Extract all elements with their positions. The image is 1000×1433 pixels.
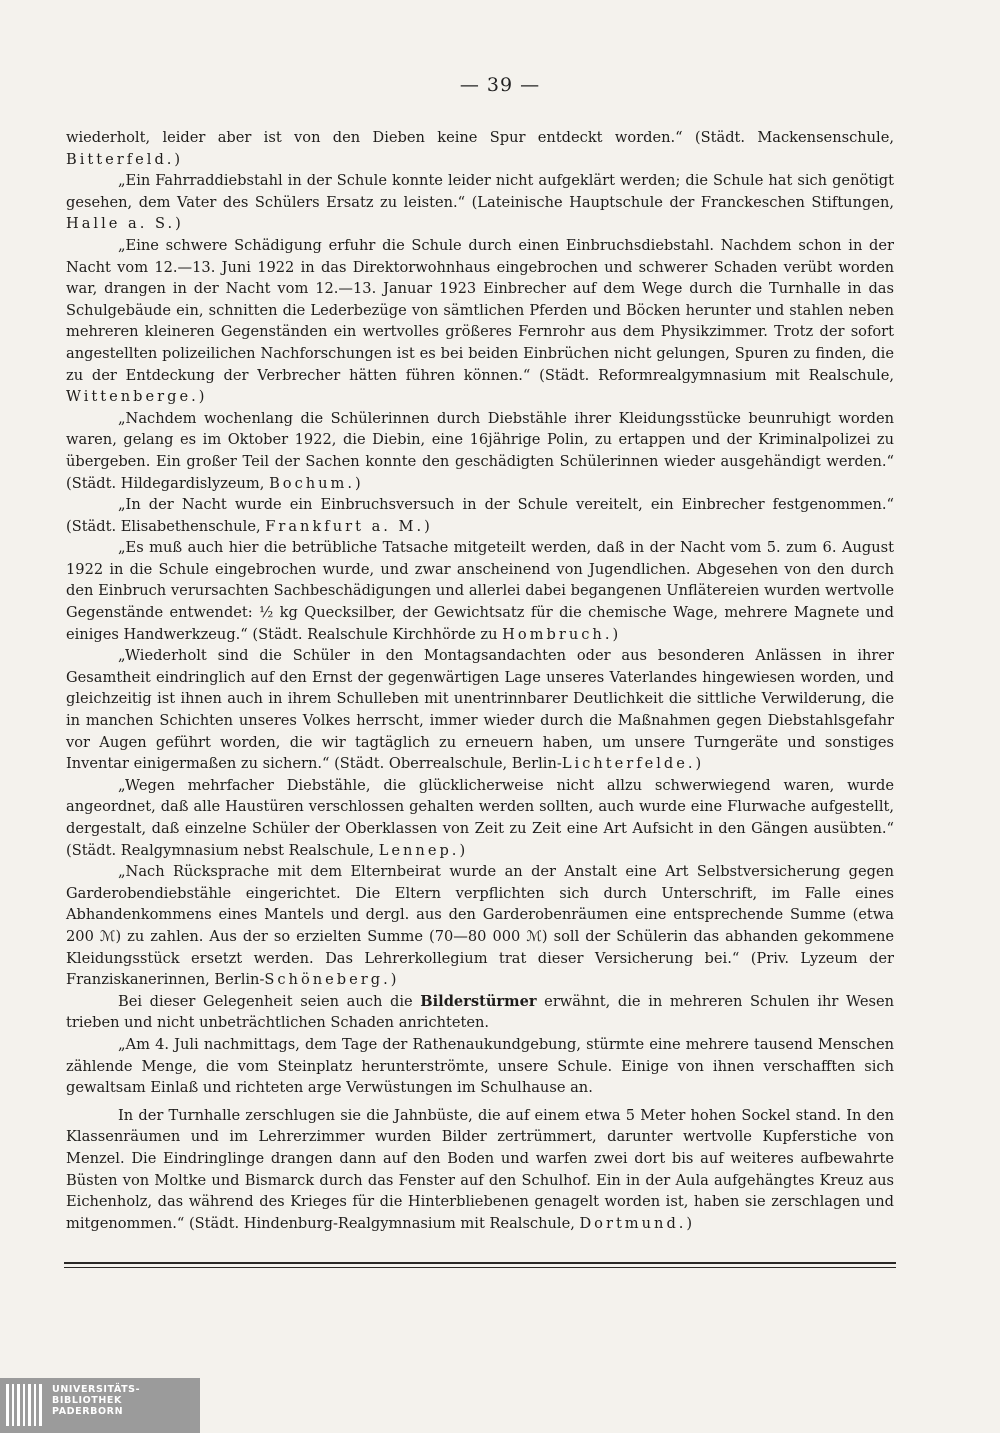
paragraph-7-text: „Wiederholt sind die Schüler in den Montagsandachten oder aus besonderen Anlässen in ihrer Gesamtheit eindringlich auf den Ernst der gegenwärtigen Lage unseres Vaterlandes hingewiesen worden, und gleichzeitig ist ihnen auch in ihrem Schulleben mit unentrinnbarer Deutlichkeit die sittliche Verwilderung, die in manchen Schichten unseres Volkes herrscht, immer wieder durch die Maßnahmen gegen Diebstahlsgefahr vor Augen geführt worden, die wir tagtäglich zu erneuern haben, um unsere Turngeräte und sonstiges Inventar einigermaßen zu sichern.“ (Städt. Oberrealschule, Berlin- [66,647,894,773]
place-lichterfelde: Lichterfelde.) [561,755,705,773]
paragraph-2-text: „Ein Fahrraddiebstahl in der Schule konnte leider nicht aufgeklärt werden; die Schule hat sich genötigt gesehen, dem Vater des Schülers Ersatz zu leisten.“ (Lateinische Hauptschule der Franckeschen Stiftungen, [66,172,894,211]
paragraph-2 [66,170,894,235]
bottom-rule-thick [64,1262,896,1264]
term-bilderstuermer: Bilderstürmer [420,992,537,1010]
library-name [52,1384,140,1417]
paragraph-4 [66,408,894,494]
paragraph-3-text: „Eine schwere Schädigung erfuhr die Schule durch einen Einbruchsdiebstahl. Nachdem schon in der Nacht vom 12.—13. Juni 1922 in das Direktorwohnhaus eingebrochen und schwerer Schaden verübt worden war, drangen in der Nacht vom 12.—13. Januar 1923 Einbrecher auf dem Wege durch die Turnhalle in das Schulgebäude ein, schnitten die Lederbezüge von sämtlichen Pferden und Böcken herunter und stahlen neben mehreren kleineren Gegenständen ein wertvolles größeres Fernrohr aus dem Physikzimmer. Trotz der sofort angestellten polizeilichen Nachforschungen ist es bei beiden Einbrüchen nicht gelungen, Spuren zu finden, die zu der Entdeckung der Verbrecher hätten führen können.“ (Städt. Reformrealgymnasium mit Realschule, [66,236,894,384]
body-text [66,127,894,1234]
paragraph-1-text: wiederholt, leider aber ist von den Dieben keine Spur entdeckt worden.“ (Städt. Mackensenschule, [66,129,894,146]
paragraph-7 [66,645,894,775]
paragraph-10-text-b: erwähnt, die in mehreren Schulen ihr Wesen trieben und nicht unbeträchtlichen Schaden anrichteten. [66,992,894,1032]
place-schoeneberg: Schöneberg.) [264,971,400,989]
paragraph-11-text: „Am 4. Juli nachmittags, dem Tage der Rathenaukundgebung, stürmte eine mehrere tausend Menschen zählende Menge, die vom Steinplatz herunterströmte, unsere Schule. Einige von ihnen verschafften sich gewaltsam Einlaß und richteten arge Verwüstungen im Schulhause an. [66,1035,894,1097]
paragraph-8-text: „Wegen mehrfacher Diebstähle, die glücklicherweise nicht allzu schwerwiegend waren, wurde angeordnet, daß alle Haustüren verschlossen gehalten werden sollten, auch wurde eine Flurwache aufgestellt, dergestalt, daß einzelne Schüler der Oberklassen von Zeit zu Zeit eine Art Aufsicht in den Gängen ausübten.“ (Städt. Realgymnasium nebst Realschule, [66,776,894,859]
place-frankfurt: Frankfurt a. M.) [265,517,433,535]
paragraph-4-text: „Nachdem wochenlang die Schülerinnen durch Diebstähle ihrer Kleidungsstücke beunruhigt worden waren, gelang es im Oktober 1922, die Diebin, eine 16jährige Polin, zu ertappen und der Kriminalpolizei zu übergeben. Ein großer Teil der Sachen konnte den geschädigten Schülerinnen wieder ausgehändigt werden.“ (Städt. Hildegardislyzeum, [66,409,894,492]
paragraph-5-text: „In der Nacht wurde ein Einbruchsversuch in der Schule vereitelt, ein Einbrecher festgenommen.“ (Städt. Elisabethenschule, [66,496,894,535]
paragraph-6-text: „Es muß auch hier die betrübliche Tatsache mitgeteilt werden, daß in der Nacht vom 5. zum 6. August 1922 in die Schule eingebrochen wurde, und zwar anscheinend von Jugendlichen. Abgesehen von den durch den Einbruch verursachten Sachbeschädigungen und allerlei dabei begangenen Unflätereien wurden wertvolle Gegenstände entwendet: ½ kg Quecksilber, der Gewichtsatz für die chemische Wage, mehrere Magnete und einiges Handwerkzeug.“ (Städt. Realschule Kirchhörde zu [66,539,894,643]
paragraph-1 [66,127,894,170]
library-barcode-icon [6,1384,46,1426]
paragraph-6 [66,537,894,645]
paragraph-5 [66,494,894,537]
paragraph-12 [66,1105,894,1235]
paragraph-3 [66,235,894,408]
place-halle: Halle a. S.) [66,215,184,233]
paragraph-11 [66,1034,894,1099]
paragraph-10-text-a: Bei dieser Gelegenheit seien auch die [118,992,421,1010]
bottom-rule-thin [64,1267,896,1268]
place-bochum: Bochum.) [269,474,364,492]
place-lennep: Lennep.) [378,841,469,859]
library-name-line-1: UNIVERSITÄTS- [52,1384,141,1395]
paragraph-12-text: In der Turnhalle zerschlugen sie die Jahnbüste, die auf einem etwa 5 Meter hohen Sockel stand. In den Klassenräumen und im Lehrerzimmer wurden Bilder zertrümmert, darunter wertvolle Kupferstiche von Menzel. Die Eindringlinge drangen dann auf den Boden und warfen zwei dort bis auf weiteres aufbewahrte Büsten von Moltke und Bismarck durch das Fenster auf den Schulhof. Ein in der Aula aufgehängtes Kreuz aus Eichenholz, das während des Krieges für die Hinterbliebenen genagelt worden ist, haben sie zerschlagen und mitgenommen.“ (Städt. Hindenburg-Realgymnasium mit Realschule, [66,1106,894,1232]
library-name-line-2: BIBLIOTHEK [52,1395,122,1406]
place-dortmund: Dortmund.) [579,1214,696,1232]
paragraph-9 [66,861,894,991]
library-name-line-3: PADERBORN [52,1406,124,1417]
place-bitterfeld: Bitterfeld.) [66,150,184,168]
place-hombruch: Hombruch.) [502,625,622,643]
page-number: — 39 — [459,74,541,96]
paragraph-10 [66,991,894,1034]
library-logo [0,1378,200,1433]
paragraph-9-text: „Nach Rücksprache mit dem Elternbeirat wurde an der Anstalt eine Art Selbstversicherung gegen Garderobendiebstähle eingerichtet. Die Eltern verpflichten sich durch Unterschrift, im Falle eines Abhandenkommens eines Mantels und dergl. aus den Garderobenräumen eine entsprechende Summe (etwa 200 ℳ) zu zahlen. Aus der so erzielten Summe (70—80 000 ℳ) soll der Schülerin das abhanden gekommene Kleidungsstück ersetzt werden. Das Lehrerkollegium trat dieser Versicherung bei.“ (Priv. Lyzeum der Franziskanerinnen, Berlin- [66,863,894,989]
place-wittenberge: Wittenberge.) [66,388,208,406]
paragraph-8 [66,775,894,861]
